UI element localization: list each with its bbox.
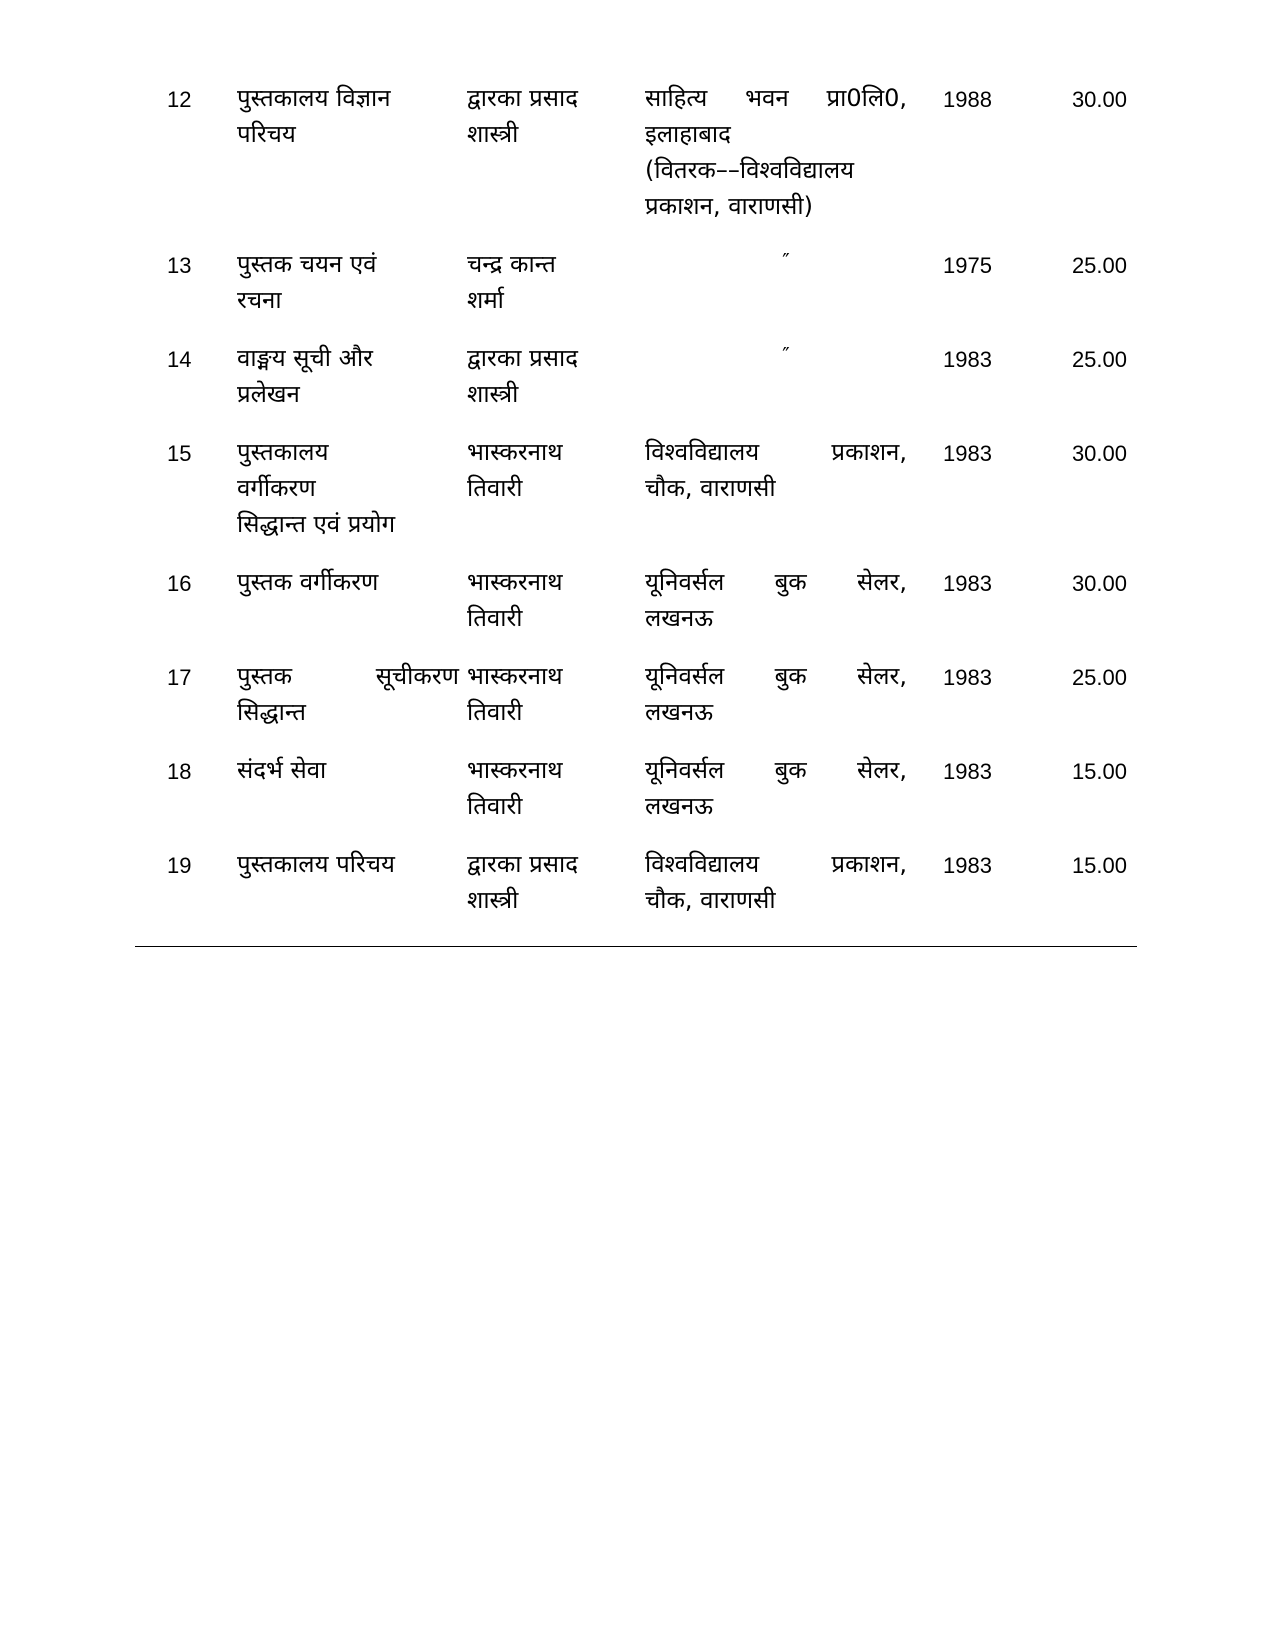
serial-number: 12: [167, 87, 192, 112]
year: 1983: [943, 571, 992, 596]
title-line: वर्गीकरण: [237, 474, 316, 502]
author-line: शास्त्री: [467, 886, 519, 914]
title-line: पुस्तक सूचीकरण: [237, 662, 459, 690]
author-line: भास्करनाथ: [467, 756, 563, 784]
table-bottom-rule: [135, 946, 1137, 947]
publisher: [645, 80, 915, 224]
price: 30.00: [1071, 441, 1127, 466]
publisher-line: लखनऊ: [645, 698, 714, 726]
serial-number: 15: [167, 441, 192, 466]
title-line: रचना: [237, 286, 282, 314]
book-title: [237, 564, 467, 600]
author: [467, 564, 645, 636]
publisher-line: चौक, वाराणसी: [645, 886, 776, 914]
title-line: पुस्तक चयन एवं: [237, 250, 377, 278]
price: 30.00: [1071, 571, 1127, 596]
publisher-line: लखनऊ: [645, 604, 714, 632]
publisher-line: इलाहाबाद: [645, 120, 731, 148]
title-line: सिद्धान्त: [237, 698, 306, 726]
author: [467, 80, 645, 152]
author-line: चन्द्र कान्त: [467, 250, 556, 278]
book-title: [237, 658, 467, 730]
publisher-line: यूनिवर्सल बुक सेलर,: [645, 568, 907, 596]
publisher: [645, 564, 915, 636]
author-line: तिवारी: [467, 698, 523, 726]
publisher-ditto-mark: ″: [782, 249, 790, 273]
author-line: द्वारका प्रसाद: [467, 850, 578, 878]
title-line: संदर्भ सेवा: [237, 756, 327, 784]
serial-number: 17: [167, 665, 192, 690]
author: [467, 846, 645, 918]
table-row: [135, 434, 1137, 542]
serial-number: 13: [167, 253, 192, 278]
author-line: भास्करनाथ: [467, 438, 563, 466]
author-line: शास्त्री: [467, 380, 519, 408]
publisher: [645, 846, 915, 918]
table-row: [135, 846, 1137, 918]
serial-number: 14: [167, 347, 192, 372]
year: 1983: [943, 347, 992, 372]
author-line: शास्त्री: [467, 120, 519, 148]
title-line: पुस्तकालय: [237, 438, 329, 466]
year: 1983: [943, 759, 992, 784]
publisher-line: विश्वविद्यालय प्रकाशन,: [645, 850, 907, 878]
author: [467, 434, 645, 506]
publisher-line: यूनिवर्सल बुक सेलर,: [645, 756, 907, 784]
author: [467, 658, 645, 730]
serial-number: 18: [167, 759, 192, 784]
publisher-line: चौक, वाराणसी: [645, 474, 776, 502]
table-row: [135, 80, 1137, 224]
publisher-line: साहित्य भवन प्रा0लि0,: [645, 84, 907, 112]
title-line: पुस्तक वर्गीकरण: [237, 568, 379, 596]
publisher-line: विश्वविद्यालय प्रकाशन,: [645, 438, 907, 466]
table-row: [135, 658, 1137, 730]
price: 30.00: [1071, 87, 1127, 112]
table-row: [135, 340, 1137, 412]
serial-number: 19: [167, 853, 192, 878]
publisher-line: प्रकाशन, वाराणसी): [645, 192, 813, 220]
publisher-ditto-mark: ″: [782, 343, 790, 367]
title-line: परिचय: [237, 120, 296, 148]
title-line: पुस्तकालय परिचय: [237, 850, 395, 878]
book-title: [237, 752, 467, 788]
publisher-line: यूनिवर्सल बुक सेलर,: [645, 662, 907, 690]
publisher-line: लखनऊ: [645, 792, 714, 820]
book-title: [237, 246, 467, 318]
year: 1983: [943, 665, 992, 690]
year: 1983: [943, 441, 992, 466]
publisher-line: (वितरक––विश्वविद्यालय: [645, 156, 855, 184]
book-title: [237, 846, 467, 882]
price: 25.00: [1071, 665, 1127, 690]
publisher: [645, 752, 915, 824]
author-line: तिवारी: [467, 792, 523, 820]
year: 1988: [943, 87, 992, 112]
author: [467, 340, 645, 412]
author-line: भास्करनाथ: [467, 662, 563, 690]
title-line: वाङ्मय सूची और: [237, 344, 373, 372]
book-title: [237, 340, 467, 412]
author: [467, 752, 645, 824]
author-line: द्वारका प्रसाद: [467, 344, 578, 372]
author-line: तिवारी: [467, 474, 523, 502]
title-line: प्रलेखन: [237, 380, 300, 408]
table-row: [135, 752, 1137, 824]
price: 25.00: [1071, 347, 1127, 372]
book-title: [237, 80, 467, 152]
author-line: द्वारका प्रसाद: [467, 84, 578, 112]
author-line: तिवारी: [467, 604, 523, 632]
author: [467, 246, 645, 318]
price: 15.00: [1071, 759, 1127, 784]
publisher: [645, 434, 915, 506]
table-row: [135, 564, 1137, 636]
author-line: भास्करनाथ: [467, 568, 563, 596]
price: 25.00: [1071, 253, 1127, 278]
author-line: शर्मा: [467, 286, 504, 314]
serial-number: 16: [167, 571, 192, 596]
year: 1983: [943, 853, 992, 878]
table-row: [135, 246, 1137, 318]
title-line: पुस्तकालय विज्ञान: [237, 84, 391, 112]
book-list-table: [135, 80, 1137, 918]
price: 15.00: [1071, 853, 1127, 878]
title-line: सिद्धान्त एवं प्रयोग: [237, 510, 396, 538]
book-title: [237, 434, 467, 542]
year: 1975: [943, 253, 992, 278]
publisher: [645, 658, 915, 730]
